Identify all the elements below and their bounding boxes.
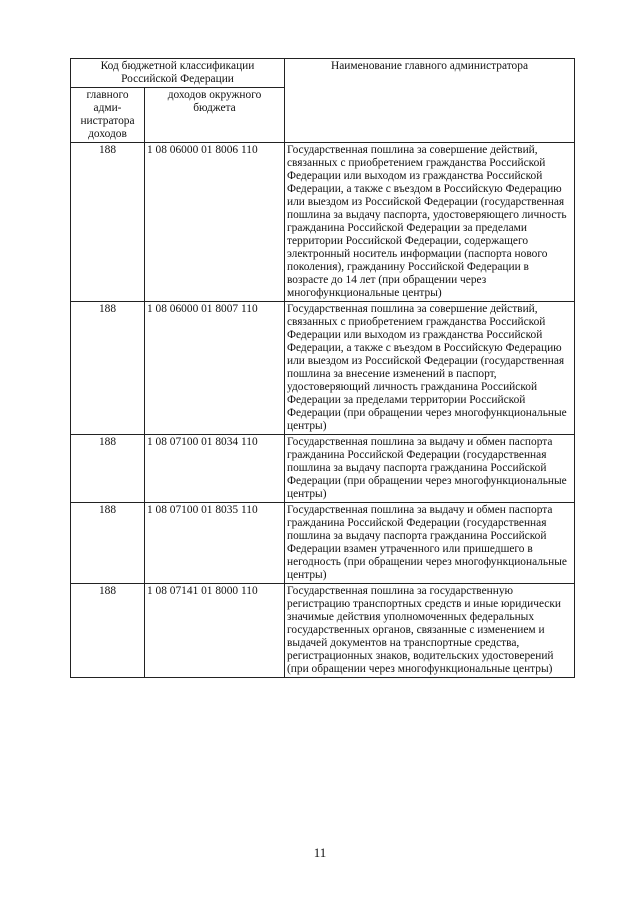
administrator-name-cell: Государственная пошлина за совершение действий, связанных с приобретением гражданства Российской Федерации или выходом из гражданства Российской Федерации, а также с въездом в Российскую Федерацию или выездом из Российской Федерации (государственная пошлина за выдачу паспорта, удостоверяющего личность гражданина Российской Федерации за пределами территории Российской Федерации, содержащего электронный носитель информации (паспорта нового поколения), гражданину Российской Федерации в возрасте до 14 лет (при обращении через многофункциональные центры) bbox=[285, 143, 575, 302]
table-row bbox=[71, 584, 575, 678]
admin-code-cell: 188 bbox=[71, 302, 145, 435]
header-administrator-name: Наименование главного администратора bbox=[285, 59, 575, 143]
table-row bbox=[71, 302, 575, 435]
admin-code-cell: 188 bbox=[71, 584, 145, 678]
administrator-name-cell: Государственная пошлина за выдачу и обмен паспорта гражданина Российской Федерации (государственная пошлина за выдачу паспорта гражданина Российской Федерации (при обращении через многофункциональные центры) bbox=[285, 435, 575, 503]
page-number: 11 bbox=[313, 845, 327, 860]
income-code-cell: 1 08 07100 01 8035 110 bbox=[145, 503, 285, 584]
income-code-cell: 1 08 07100 01 8034 110 bbox=[145, 435, 285, 503]
administrator-name-cell: Государственная пошлина за государственную регистрацию транспортных средств и иные юридически значимые действия уполномоченных федеральных государственных органов, связанные с изменением и выдачей документов на транспортные средства, регистрационных знаков, водительских удостоверений (при обращении через многофункциональные центры) bbox=[285, 584, 575, 678]
header-main-administrator: главного адми-нистратора доходов bbox=[71, 88, 145, 143]
header-row-group bbox=[71, 59, 575, 88]
table-row bbox=[71, 435, 575, 503]
admin-code-cell: 188 bbox=[71, 503, 145, 584]
income-code-cell: 1 08 07141 01 8000 110 bbox=[145, 584, 285, 678]
table-row bbox=[71, 143, 575, 302]
admin-code-cell: 188 bbox=[71, 143, 145, 302]
income-code-cell: 1 08 06000 01 8007 110 bbox=[145, 302, 285, 435]
header-district-budget-income: доходов окружного бюджета bbox=[145, 88, 285, 143]
income-code-cell: 1 08 06000 01 8006 110 bbox=[145, 143, 285, 302]
administrator-name-cell: Государственная пошлина за совершение действий, связанных с приобретением гражданства Российской Федерации или выходом из гражданства Российской Федерации, а также с въездом в Российскую Федерацию или выездом из Российской Федерации (государственная пошлина за внесение изменений в паспорт, удостоверяющий личность гражданина Российской Федерации за пределами территории Российской Федерации (при обращении через многофункциональные центры) bbox=[285, 302, 575, 435]
header-budget-classification-code: Код бюджетной классификации Российской Федерации bbox=[71, 59, 285, 88]
budget-classification-table bbox=[70, 58, 575, 678]
administrator-name-cell: Государственная пошлина за выдачу и обмен паспорта гражданина Российской Федерации (государственная пошлина за выдачу паспорта гражданина Российской Федерации взамен утраченного или пришедшего в негодность (при обращении через многофункциональные центры) bbox=[285, 503, 575, 584]
admin-code-cell: 188 bbox=[71, 435, 145, 503]
table-row bbox=[71, 503, 575, 584]
